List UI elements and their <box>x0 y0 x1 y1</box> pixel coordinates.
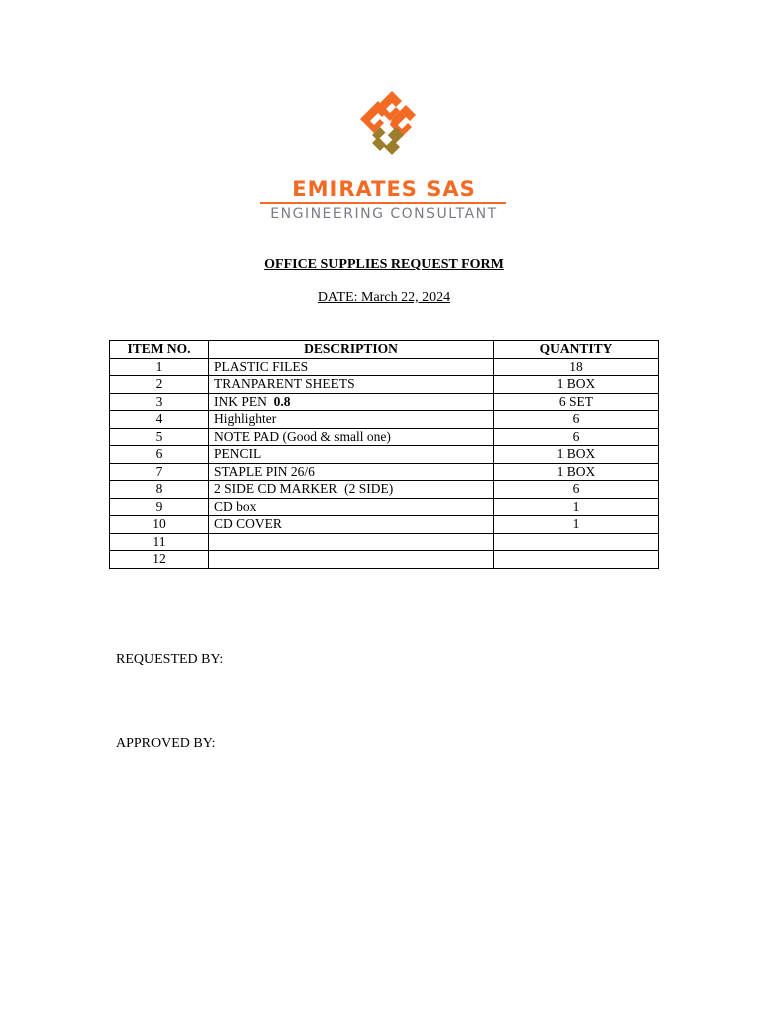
table-row <box>110 393 659 411</box>
table-row <box>110 516 659 534</box>
cell-item-no: 9 <box>110 498 209 516</box>
cell-item-no: 8 <box>110 481 209 499</box>
supplies-table <box>109 340 659 569</box>
cell-description: 2 SIDE CD MARKER (2 SIDE) <box>209 481 494 499</box>
cell-description: Highlighter <box>209 411 494 429</box>
cell-quantity: 18 <box>494 358 659 376</box>
cell-item-no: 1 <box>110 358 209 376</box>
table-row <box>110 446 659 464</box>
header-description: DESCRIPTION <box>209 341 494 359</box>
table-row <box>110 481 659 499</box>
cell-item-no: 3 <box>110 393 209 411</box>
description-text: INK PEN <box>214 393 267 409</box>
description-bold-value: 0.8 <box>273 393 291 409</box>
cell-item-no: 6 <box>110 446 209 464</box>
cell-item-no: 11 <box>110 533 209 551</box>
cell-quantity: 1 BOX <box>494 376 659 394</box>
cell-quantity: 1 <box>494 498 659 516</box>
cell-quantity: 6 <box>494 428 659 446</box>
cell-quantity: 1 <box>494 516 659 534</box>
table-row <box>110 411 659 429</box>
cell-quantity <box>494 533 659 551</box>
cell-quantity: 6 <box>494 411 659 429</box>
company-name: EMIRATES SAS <box>292 177 476 201</box>
cell-description: TRANPARENT SHEETS <box>209 376 494 394</box>
cell-description: CD box <box>209 498 494 516</box>
cell-description: PENCIL <box>209 446 494 464</box>
company-logo-icon <box>350 85 418 163</box>
cell-description <box>209 393 494 411</box>
approved-by-label: APPROVED BY: <box>116 736 216 751</box>
table-header-row <box>110 341 659 359</box>
cell-quantity: 1 BOX <box>494 463 659 481</box>
cell-item-no: 10 <box>110 516 209 534</box>
cell-quantity: 1 BOX <box>494 446 659 464</box>
cell-item-no: 12 <box>110 551 209 569</box>
table-row <box>110 498 659 516</box>
table-row <box>110 463 659 481</box>
cell-description: PLASTIC FILES <box>209 358 494 376</box>
cell-quantity: 6 <box>494 481 659 499</box>
company-tagline: ENGINEERING CONSULTANT <box>270 206 498 222</box>
form-date: DATE: March 22, 2024 <box>317 290 451 305</box>
cell-item-no: 5 <box>110 428 209 446</box>
cell-quantity <box>494 551 659 569</box>
table-row <box>110 533 659 551</box>
cell-description: STAPLE PIN 26/6 <box>209 463 494 481</box>
table-row <box>110 428 659 446</box>
table-row <box>110 551 659 569</box>
cell-item-no: 4 <box>110 411 209 429</box>
cell-quantity: 6 SET <box>494 393 659 411</box>
header-quantity: QUANTITY <box>494 341 659 359</box>
form-title: OFFICE SUPPLIES REQUEST FORM <box>264 257 504 272</box>
cell-description <box>209 551 494 569</box>
cell-description <box>209 533 494 551</box>
cell-item-no: 2 <box>110 376 209 394</box>
logo-divider <box>260 202 506 204</box>
company-logo <box>258 85 510 225</box>
cell-item-no: 7 <box>110 463 209 481</box>
table-row <box>110 376 659 394</box>
header-item-no: ITEM NO. <box>110 341 209 359</box>
table-row <box>110 358 659 376</box>
cell-description: NOTE PAD (Good & small one) <box>209 428 494 446</box>
cell-description: CD COVER <box>209 516 494 534</box>
requested-by-label: REQUESTED BY: <box>116 652 224 667</box>
